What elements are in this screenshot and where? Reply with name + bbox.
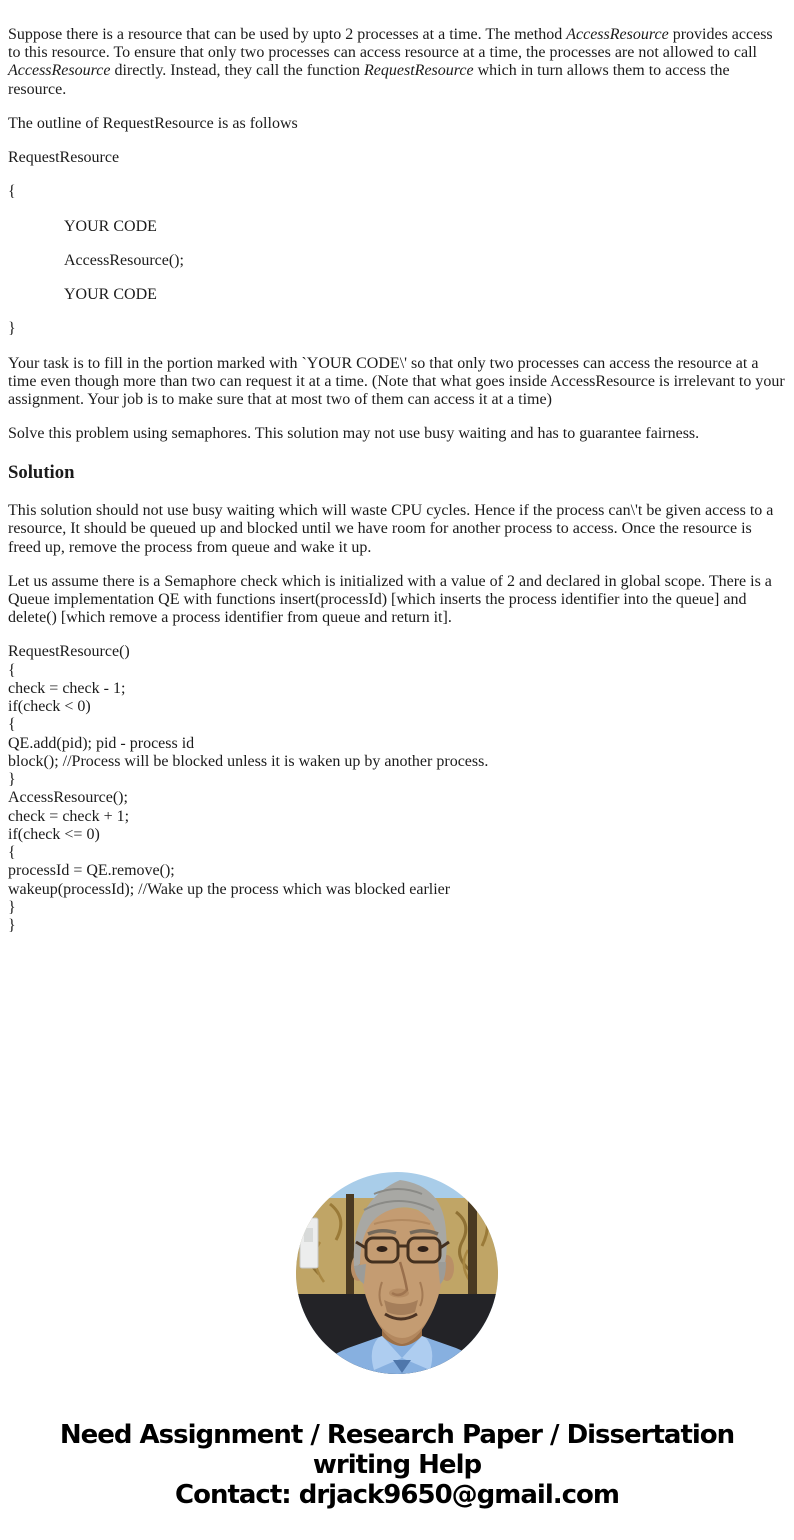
text-run: which in turn allows them to access the resource. [8, 62, 730, 98]
outline-your-code-2: YOUR CODE [64, 286, 157, 304]
italic-run: AccessResource [566, 26, 669, 43]
solution-paragraph-2: Let us assume there is a Semaphore check which is initialized with a value of 2 and declared in global scope. There is a Queue implementation QE with functions insert(processId) [which inserts the process identifier into the queue] and delete() [which remove a process identifier from queue and return it]. [8, 572, 772, 627]
outline-access-resource: AccessResource(); [64, 251, 184, 269]
profile-photo [296, 1172, 498, 1374]
outline-your-code-1: YOUR CODE [64, 217, 157, 235]
code-line: QE.add(pid); pid - process id [8, 734, 195, 752]
text-run: provides access to this resource. To ensure that only two processes can access resource at a time, the processes are not allowed to call [8, 26, 773, 62]
constraints-paragraph: Solve this problem using semaphores. This solution may not use busy waiting and has to guarantee fairness. [8, 425, 700, 443]
code-line: RequestResource() [8, 643, 130, 661]
code-line: processId = QE.remove(); [8, 862, 175, 880]
code-line: { [8, 844, 16, 862]
code-line: { [8, 716, 16, 734]
outline-close-brace: } [8, 320, 16, 338]
outline-title: RequestResource [8, 149, 120, 167]
footer-help-line-2: writing Help [312, 1450, 482, 1481]
task-paragraph: Your task is to fill in the portion marked with `YOUR CODE\' so that only two processes can access the resource at a time even though more than two can request it at a time. (Note that what goes inside AccessResource is irrelevant to your assignment. Your job is to make sure that at most two of them can access it at a time) [8, 354, 785, 409]
code-line: if(check <= 0) [8, 825, 100, 843]
code-line: check = check + 1; [8, 807, 130, 825]
text-run: directly. Instead, they call the function [110, 62, 365, 80]
code-line: if(check < 0) [8, 698, 91, 716]
solution-code [8, 643, 786, 935]
code-line: { [8, 661, 16, 679]
italic-run: AccessResource [8, 62, 111, 80]
footer-contact-email: Contact: drjack9650@gmail.com [175, 1480, 619, 1511]
footer-banner [8, 1420, 786, 1540]
code-line: } [8, 898, 16, 916]
code-line: } [8, 917, 16, 934]
text-run: Suppose there is a resource that can be used by upto 2 processes at a time. The method [8, 26, 567, 43]
outline-open-brace: { [8, 183, 16, 201]
italic-run: RequestResource [364, 62, 474, 80]
footer-help-line-1: Need Assignment / Research Paper / Dissertation [59, 1420, 735, 1451]
solution-paragraph-1: This solution should not use busy waiting which will waste CPU cycles. Hence if the process can\'t be given access to a resource, It should be queued up and blocked until we have room for another process to access. Once the resource is freed up, remove the process from queue and wake it up. [8, 502, 774, 556]
code-line: } [8, 771, 16, 789]
solution-heading: Solution [8, 461, 75, 483]
profile-photo-container [8, 1172, 786, 1374]
code-line: check = check - 1; [8, 679, 126, 697]
intro-paragraph [8, 26, 786, 99]
code-line: AccessResource(); [8, 789, 128, 807]
code-line: block(); //Process will be blocked unless it is waken up by another process. [8, 752, 489, 770]
code-line: wakeup(processId); //Wake up the process which was blocked earlier [8, 880, 451, 898]
outline-intro: The outline of RequestResource is as follows [8, 114, 298, 132]
